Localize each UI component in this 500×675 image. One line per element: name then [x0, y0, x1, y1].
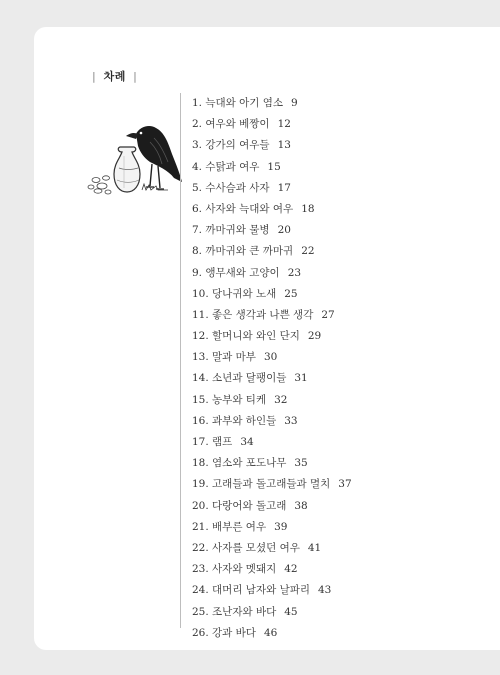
toc-item-title: 18. 염소와 포도나무: [192, 457, 287, 470]
toc-item[interactable]: [192, 284, 352, 305]
toc-item[interactable]: [192, 241, 352, 262]
vertical-divider: [180, 93, 181, 628]
toc-item-title: 20. 다랑어와 돌고래: [192, 499, 287, 512]
toc-item-title: 3. 강가의 여우들: [192, 139, 270, 152]
toc-item-title: 7. 까마귀와 물병: [192, 224, 270, 237]
toc-item-page-number: 30: [263, 351, 278, 364]
toc-item-title: 15. 농부와 티케: [192, 393, 267, 406]
toc-item-title: 4. 수탉과 여우: [192, 160, 260, 173]
toc-item-title: 9. 앵무새와 고양이: [192, 266, 280, 279]
toc-item-title: 8. 까마귀와 큰 까마귀: [192, 245, 294, 258]
toc-item-title: 24. 대머리 남자와 날파리: [192, 584, 310, 597]
heading-bar-left: |: [92, 70, 97, 83]
toc-item-page-number: 18: [301, 202, 315, 215]
toc-item-page-number: 35: [294, 457, 308, 470]
toc-item[interactable]: [192, 220, 352, 241]
toc-item-page-number: 23: [287, 266, 302, 279]
toc-item-title: 25. 조난자와 바다: [192, 605, 277, 618]
toc-item[interactable]: [192, 496, 352, 517]
toc-item[interactable]: [192, 474, 352, 495]
toc-item-title: 12. 할머니와 와인 단지: [192, 330, 300, 343]
toc-list: [192, 93, 352, 644]
toc-item-title: 26. 강과 바다: [192, 626, 256, 639]
toc-item-page-number: 25: [284, 287, 298, 300]
toc-item-page-number: 45: [284, 605, 298, 618]
toc-item[interactable]: [192, 199, 352, 220]
toc-item-page-number: 22: [301, 245, 315, 258]
toc-item-page-number: 43: [318, 584, 332, 597]
toc-item-title: 21. 배부른 여우: [192, 520, 267, 533]
toc-item-title: 17. 램프: [192, 436, 233, 448]
toc-item-page-number: 27: [321, 308, 335, 321]
toc-item[interactable]: [192, 368, 352, 389]
toc-item-page-number: 15: [267, 160, 281, 173]
toc-item-page-number: 13: [277, 139, 291, 152]
toc-item[interactable]: [192, 453, 352, 474]
toc-item[interactable]: [192, 263, 352, 284]
toc-item-title: 14. 소년과 달팽이들: [192, 372, 287, 385]
toc-item-title: 10. 당나귀와 노새: [192, 287, 277, 300]
toc-item[interactable]: [192, 93, 352, 114]
toc-item[interactable]: [192, 580, 352, 601]
toc-item-title: 2. 여우와 베짱이: [192, 118, 270, 131]
toc-item[interactable]: [192, 326, 352, 347]
crow-and-pitcher-icon: [84, 108, 184, 198]
toc-heading: [89, 68, 179, 84]
toc-item-page-number: 38: [294, 499, 308, 512]
toc-item-title: 5. 수사슴과 사자: [192, 181, 270, 194]
toc-item-page-number: 33: [284, 414, 298, 427]
toc-item-page-number: 46: [263, 626, 278, 639]
toc-item-page-number: 9: [291, 97, 298, 109]
toc-item-page-number: 17: [277, 181, 291, 194]
toc-item-page-number: 20: [277, 224, 291, 237]
toc-item-title: 6. 사자와 늑대와 여우: [192, 202, 294, 215]
toc-item-page-number: 29: [307, 330, 322, 343]
toc-item-page-number: 41: [307, 541, 322, 554]
toc-item[interactable]: [192, 305, 352, 326]
toc-item[interactable]: [192, 538, 352, 559]
toc-item[interactable]: [192, 135, 352, 156]
toc-item-title: 11. 좋은 생각과 나쁜 생각: [192, 308, 314, 321]
toc-item-page-number: 39: [274, 520, 288, 533]
toc-item-title: 16. 과부와 하인들: [192, 414, 277, 427]
toc-item-title: 1. 늑대와 아기 염소: [192, 97, 284, 109]
toc-item-title: 22. 사자를 모셨던 여우: [192, 541, 300, 554]
toc-item[interactable]: [192, 390, 352, 411]
toc-item[interactable]: [192, 178, 352, 199]
toc-item[interactable]: [192, 157, 352, 178]
toc-item-title: 19. 고래들과 돌고래들과 멸치: [192, 478, 331, 491]
toc-item[interactable]: [192, 114, 352, 135]
toc-item[interactable]: [192, 602, 352, 623]
toc-item[interactable]: [192, 517, 352, 538]
toc-item-page-number: 31: [294, 372, 308, 385]
toc-item[interactable]: [192, 623, 352, 644]
toc-item-title: 13. 말과 마부: [192, 351, 256, 364]
toc-item[interactable]: [192, 559, 352, 580]
toc-item-page-number: 42: [284, 563, 298, 576]
toc-heading-label: 차례: [103, 70, 126, 83]
toc-item-page-number: 32: [274, 393, 288, 406]
heading-bar-right: |: [133, 70, 138, 83]
toc-item[interactable]: [192, 347, 352, 368]
toc-item[interactable]: [192, 411, 352, 432]
toc-item-page-number: 34: [240, 436, 254, 448]
toc-item[interactable]: [192, 432, 352, 453]
toc-item-page-number: 12: [277, 118, 291, 131]
toc-item-page-number: 37: [338, 478, 352, 491]
toc-item-title: 23. 사자와 멧돼지: [192, 563, 277, 576]
